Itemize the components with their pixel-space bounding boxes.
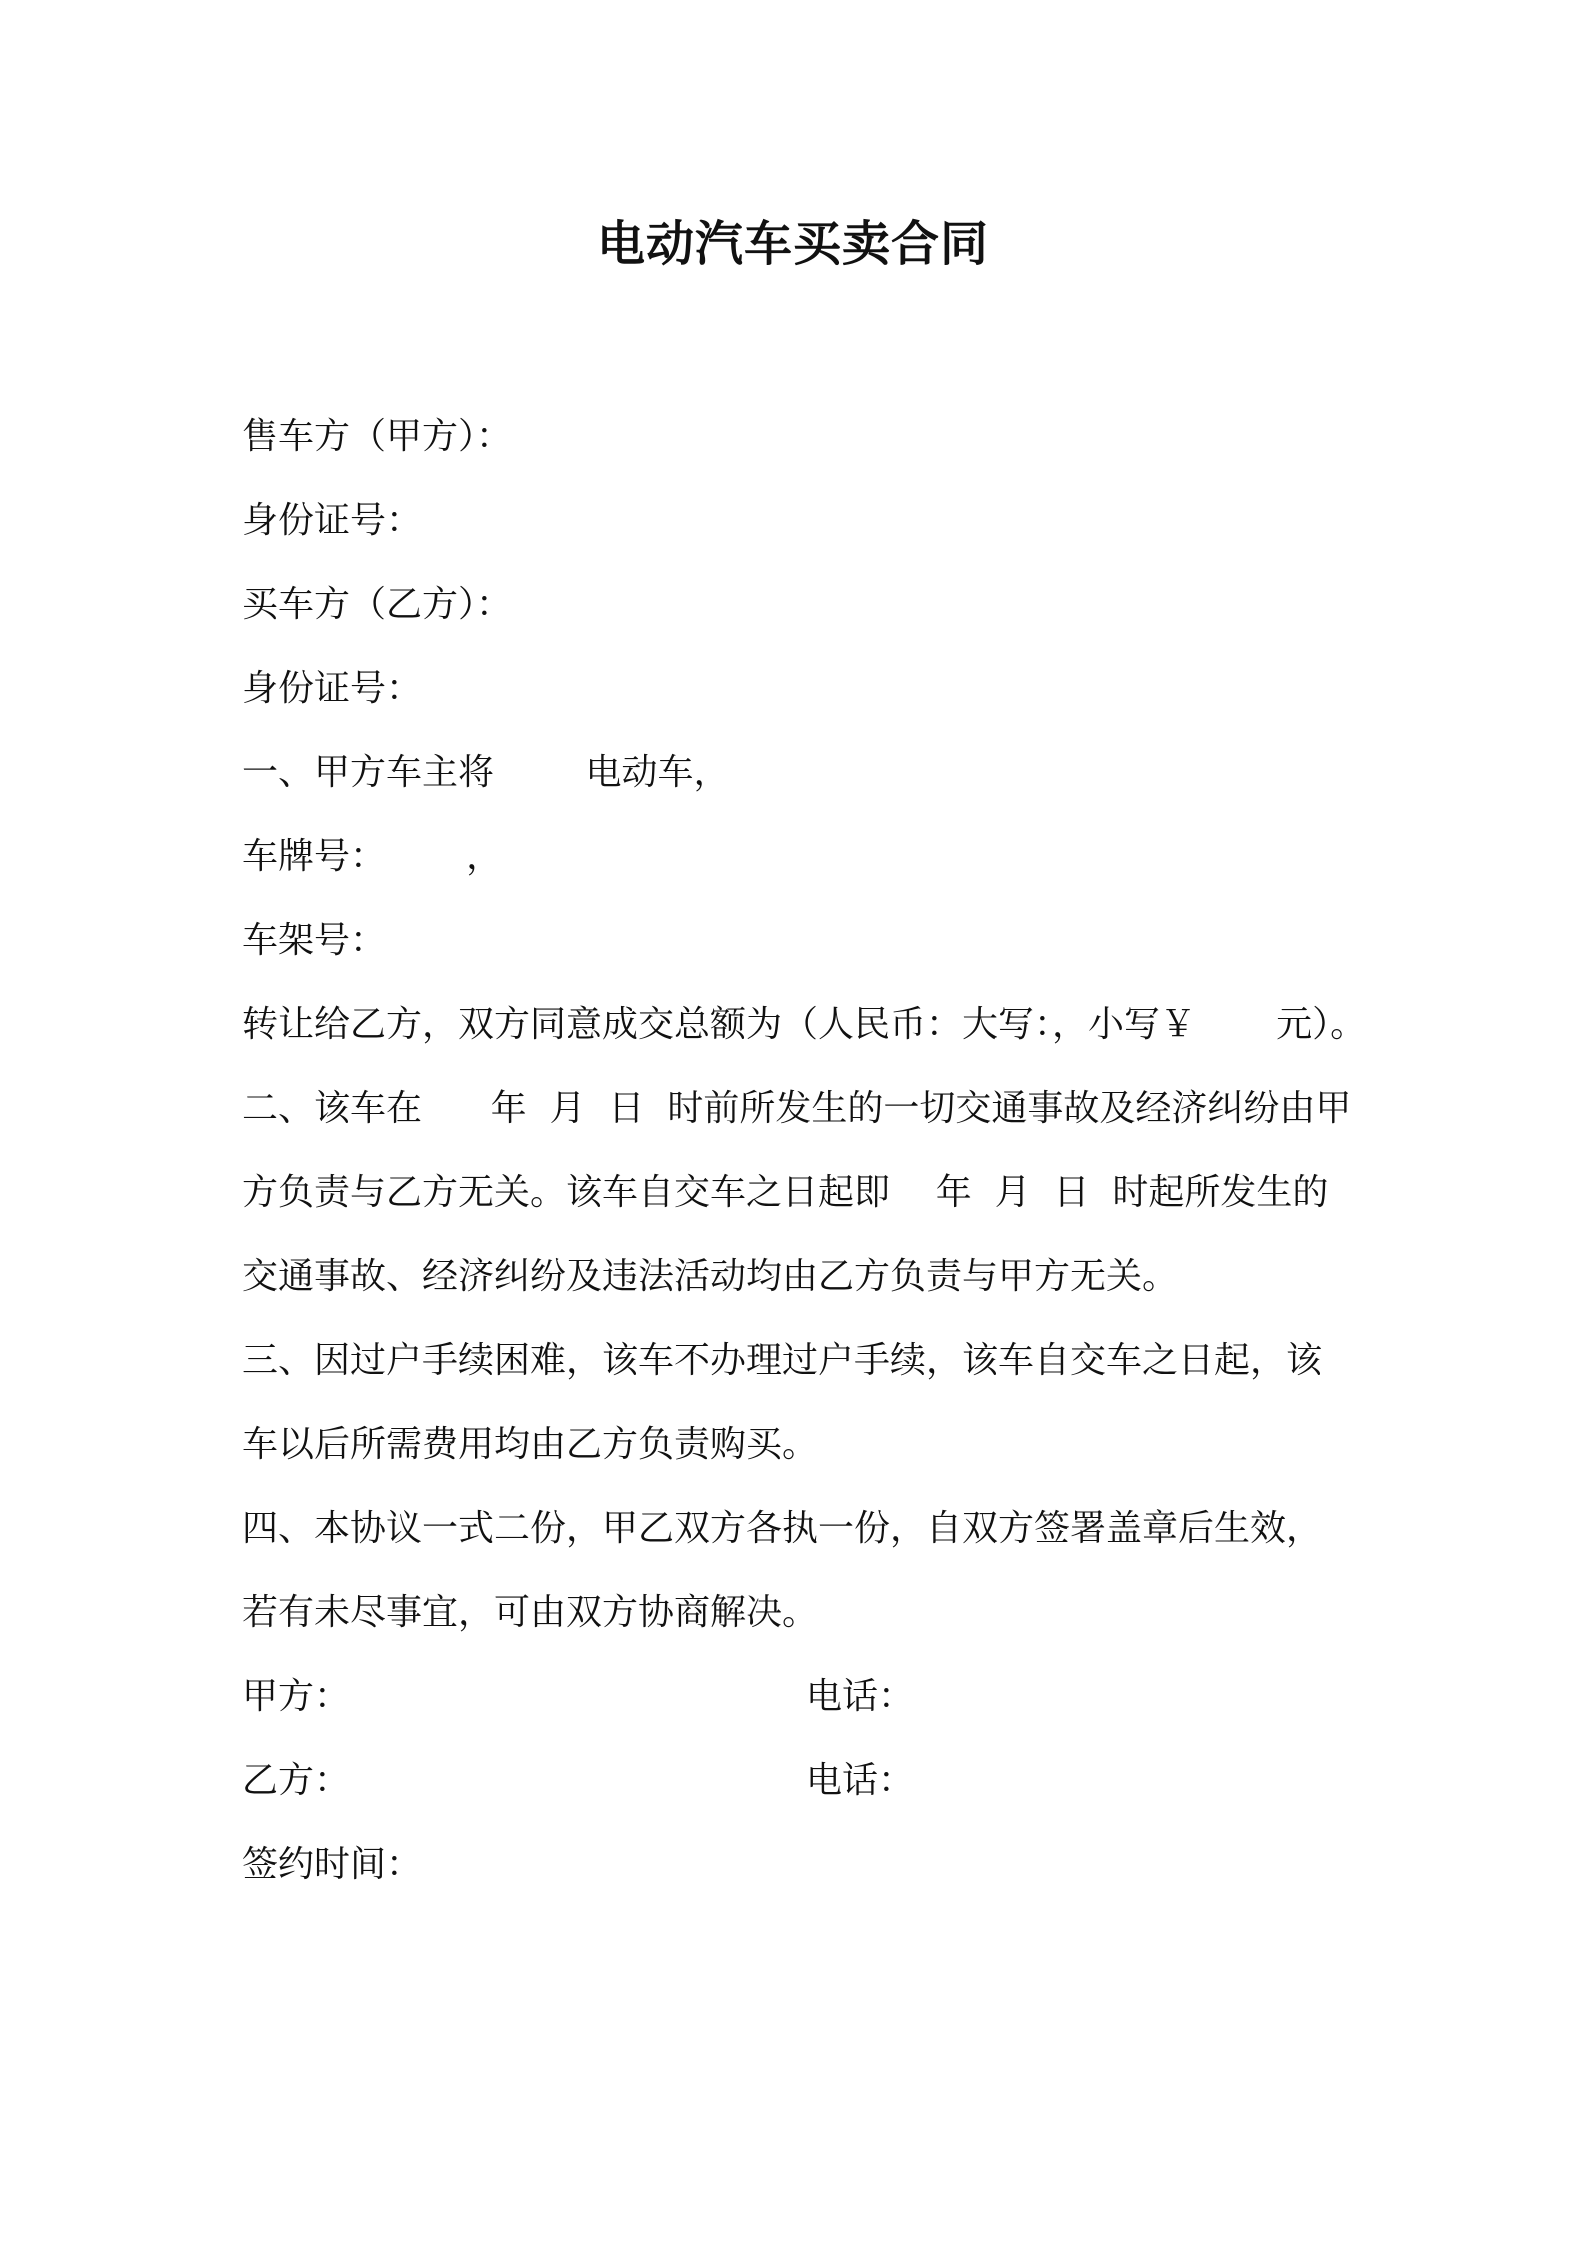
party-b-signature: 乙方： — [242, 1760, 351, 1801]
clause-1: 一、甲方车主将 电动车， — [242, 752, 730, 793]
clause-3-line-1: 三、因过户手续困难，该车不办理过户手续，该车自交车之日起，该 — [242, 1340, 1323, 1381]
sign-date: 签约时间： — [242, 1844, 423, 1885]
party-b-phone: 电话： — [806, 1760, 915, 1801]
clause-4-line-1: 四、本协议一式二份，甲乙双方各执一份，自双方签署盖章后生效， — [242, 1508, 1323, 1549]
seller-line: 售车方（甲方）： — [242, 416, 513, 457]
clause-3-line-2: 车以后所需费用均由乙方负责购买。 — [242, 1424, 819, 1465]
party-a-signature: 甲方： — [242, 1676, 351, 1717]
clause-2-line-1: 二、该车在 年 月 日 时前所发生的一切交通事故及经济纠纷由甲 — [242, 1088, 1352, 1129]
contract-title: 电动汽车买卖合同 — [596, 216, 989, 272]
clause-2-line-2: 方负责与乙方无关。该车自交车之日起即 年 月 日 时起所发生的 — [242, 1172, 1329, 1213]
plate-line: 车牌号： ， — [242, 836, 503, 877]
seller-id-line: 身份证号： — [242, 500, 423, 541]
buyer-id-line: 身份证号： — [242, 668, 423, 709]
clause-4-line-2: 若有未尽事宜，可由双方协商解决。 — [242, 1592, 819, 1633]
frame-line: 车架号： — [242, 920, 387, 961]
buyer-line: 买车方（乙方）： — [242, 584, 513, 625]
transfer-line: 转让给乙方，双方同意成交总额为（人民币：大写：，小写￥ 元）。 — [242, 1004, 1367, 1045]
party-a-phone: 电话： — [806, 1676, 915, 1717]
clause-2-line-3: 交通事故、经济纠纷及违法活动均由乙方负责与甲方无关。 — [242, 1256, 1179, 1297]
